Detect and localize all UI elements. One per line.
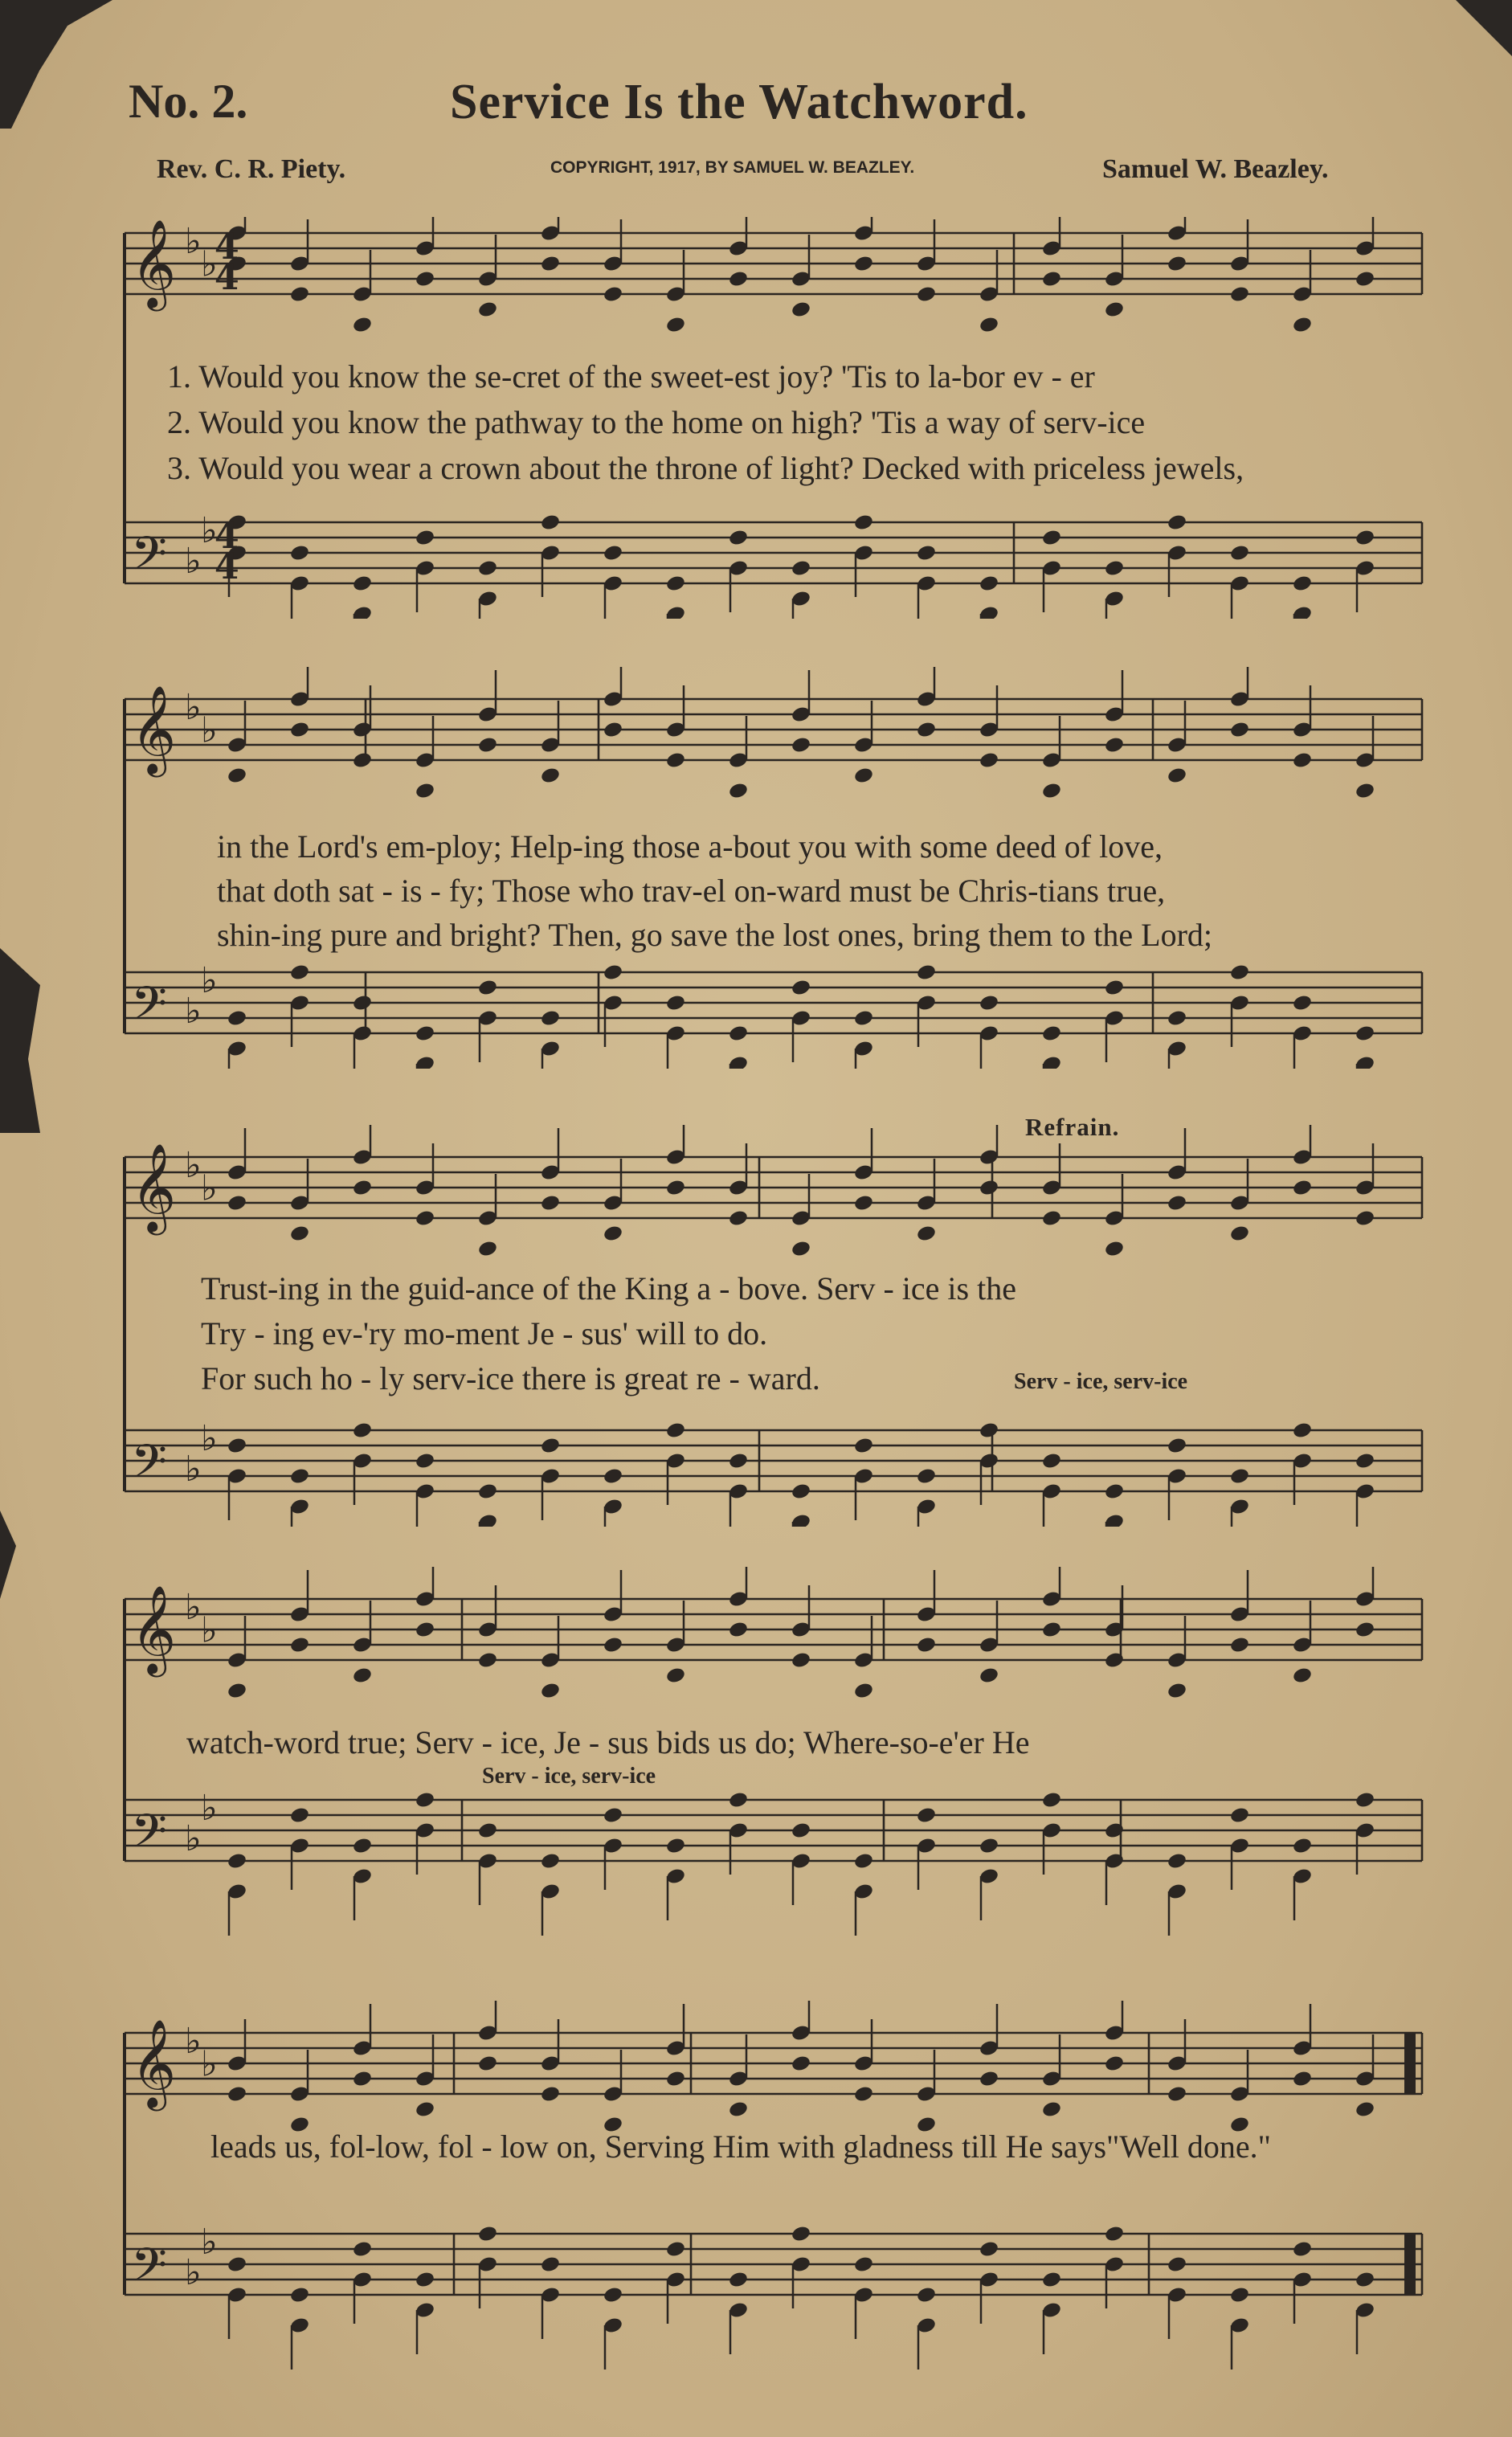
note-head xyxy=(1167,2255,1187,2274)
note-head xyxy=(1355,1452,1375,1470)
note-head xyxy=(728,1024,749,1043)
note-head xyxy=(1229,544,1250,562)
note-head xyxy=(728,2271,749,2289)
lyric-line: shin-ing pure and bright? Then, go save the lost ones, bring them to the Lord; xyxy=(217,917,1213,953)
note-head xyxy=(791,1240,811,1258)
note-head xyxy=(1355,2100,1375,2119)
note-head xyxy=(665,1837,686,1855)
note-head xyxy=(1041,2271,1062,2289)
note-head xyxy=(979,1837,999,1855)
note-head xyxy=(916,721,937,739)
note-head xyxy=(415,782,435,800)
note-head xyxy=(540,2255,561,2274)
flat-icon: ♭ xyxy=(185,1145,202,1186)
treble-staff xyxy=(125,233,1422,294)
note-head xyxy=(352,574,373,593)
note-head xyxy=(603,285,623,304)
note-head xyxy=(352,1837,373,1855)
note-head xyxy=(1229,963,1250,982)
treble-clef-icon: 𝄞 xyxy=(131,2019,177,2108)
note-head xyxy=(477,2225,498,2243)
note-head xyxy=(979,574,999,593)
note-head xyxy=(603,963,623,982)
note-head xyxy=(1104,979,1125,997)
note-head xyxy=(728,1621,749,1639)
lyric-line: Try - ing ev-'ry mo-ment Je - sus' will to do. xyxy=(201,1315,768,1351)
note-head xyxy=(227,1852,247,1871)
note-head xyxy=(916,544,937,562)
time-signature: 4 xyxy=(215,516,239,557)
note-head xyxy=(603,1225,623,1243)
note-head xyxy=(916,285,937,304)
note-head xyxy=(728,529,749,547)
note-head xyxy=(227,1682,247,1700)
note-head xyxy=(289,1636,310,1654)
note-head xyxy=(791,1822,811,1840)
bass-staff xyxy=(125,522,1422,583)
note-head xyxy=(728,782,749,800)
note-head xyxy=(477,979,498,997)
flat-icon: ♭ xyxy=(201,1609,218,1651)
note-head xyxy=(791,301,811,319)
note-head xyxy=(665,1421,686,1440)
note-head xyxy=(1041,1621,1062,1639)
copyright-notice: COPYRIGHT, 1917, BY SAMUEL W. BEAZLEY. xyxy=(550,158,915,177)
flat-icon: ♭ xyxy=(201,2043,218,2085)
note-head xyxy=(979,994,999,1012)
treble-staff xyxy=(125,1599,1422,1660)
flat-icon: ♭ xyxy=(185,1449,202,1490)
note-head xyxy=(728,1791,749,1809)
note-head xyxy=(603,721,623,739)
treble-clef-icon: 𝄞 xyxy=(131,685,177,774)
note-head xyxy=(1167,513,1187,532)
note-head xyxy=(289,1225,310,1243)
bass-lyric: Serv - ice, serv-ice xyxy=(1014,1369,1188,1394)
composer: Samuel W. Beazley. xyxy=(1102,154,1329,184)
lyricist: Rev. C. R. Piety. xyxy=(157,154,346,184)
note-head xyxy=(227,1194,247,1212)
note-head xyxy=(1041,1452,1062,1470)
note-head xyxy=(1355,1024,1375,1043)
note-head xyxy=(540,1852,561,1871)
bass-staff xyxy=(125,972,1422,1033)
flat-icon: ♭ xyxy=(201,1167,218,1209)
note-head xyxy=(1167,255,1187,273)
note-head xyxy=(227,767,247,785)
note-head xyxy=(477,2055,498,2073)
note-head xyxy=(916,963,937,982)
note-head xyxy=(979,1666,999,1685)
treble-clef-icon: 𝄞 xyxy=(131,1585,177,1674)
note-head xyxy=(603,2286,623,2304)
note-head xyxy=(1229,721,1250,739)
note-head xyxy=(227,2255,247,2274)
note-head xyxy=(791,559,811,578)
note-head xyxy=(1041,270,1062,288)
bass-clef-icon: 𝄢 xyxy=(131,526,168,592)
note-head xyxy=(289,2286,310,2304)
note-head xyxy=(289,721,310,739)
bass-clef-icon: 𝄢 xyxy=(131,1434,168,1500)
note-head xyxy=(415,529,435,547)
bass-clef-icon: 𝄢 xyxy=(131,1804,168,1870)
note-head xyxy=(352,1179,373,1197)
flat-icon: ♭ xyxy=(185,2252,202,2293)
note-head xyxy=(289,544,310,562)
music-system-4 xyxy=(0,1567,1512,1969)
note-head xyxy=(791,2055,811,2073)
note-head xyxy=(415,1024,435,1043)
note-head xyxy=(352,2240,373,2259)
note-head xyxy=(853,1852,874,1871)
note-head xyxy=(728,1452,749,1470)
note-head xyxy=(540,1194,561,1212)
flat-icon: ♭ xyxy=(185,687,202,728)
note-head xyxy=(979,2240,999,2259)
note-head xyxy=(415,270,435,288)
note-head xyxy=(477,301,498,319)
flat-icon: ♭ xyxy=(201,243,218,285)
note-head xyxy=(415,2271,435,2289)
note-head xyxy=(1229,1225,1250,1243)
note-head xyxy=(415,1621,435,1639)
flat-icon: ♭ xyxy=(201,510,218,551)
bass-staff xyxy=(125,2234,1422,2295)
lyric-line: 2. Would you know the pathway to the home on high? 'Tis a way of serv-ice xyxy=(167,404,1146,440)
note-head xyxy=(227,1009,247,1028)
flat-icon: ♭ xyxy=(201,960,218,1001)
note-head xyxy=(1167,1194,1187,1212)
music-system-5 xyxy=(0,2001,1512,2402)
note-head xyxy=(1355,1621,1375,1639)
note-head xyxy=(477,1651,498,1670)
treble-staff xyxy=(125,699,1422,760)
note-head xyxy=(665,751,686,770)
note-head xyxy=(853,1682,874,1700)
note-head xyxy=(979,316,999,334)
treble-staff xyxy=(125,2033,1422,2094)
flat-icon: ♭ xyxy=(201,709,218,751)
note-head xyxy=(415,1452,435,1470)
bass-clef-icon: 𝄢 xyxy=(131,976,168,1042)
note-head xyxy=(540,2085,561,2104)
note-head xyxy=(1167,767,1187,785)
bass-lyric: Serv - ice, serv-ice xyxy=(482,1764,656,1789)
lyric-line: that doth sat - is - fy; Those who trav-el on-ward must be Chris-tians true, xyxy=(217,873,1166,909)
note-head xyxy=(853,255,874,273)
flat-icon: ♭ xyxy=(185,2021,202,2062)
note-head xyxy=(540,513,561,532)
note-head xyxy=(1041,1791,1062,1809)
note-head xyxy=(289,1467,310,1486)
lyric-line: Trust-ing in the guid-ance of the King a - bove. Serv - ice is the xyxy=(201,1270,1016,1306)
note-head xyxy=(916,1467,937,1486)
note-head xyxy=(791,1482,811,1501)
note-head xyxy=(1167,1437,1187,1455)
note-head xyxy=(728,2100,749,2119)
note-head xyxy=(791,1651,811,1670)
note-head xyxy=(289,285,310,304)
note-head xyxy=(1041,782,1062,800)
note-head xyxy=(540,767,561,785)
flat-icon: ♭ xyxy=(185,991,202,1032)
note-head xyxy=(1292,751,1313,770)
flat-icon: ♭ xyxy=(185,541,202,582)
note-head xyxy=(1229,1636,1250,1654)
time-signature: 4 xyxy=(215,546,239,587)
note-head xyxy=(1104,1482,1125,1501)
note-head xyxy=(1104,2225,1125,2243)
flat-icon: ♭ xyxy=(201,1418,218,1459)
treble-staff xyxy=(125,1157,1422,1218)
note-head xyxy=(1104,736,1125,754)
note-head xyxy=(352,316,373,334)
note-head xyxy=(1292,1837,1313,1855)
note-head xyxy=(1041,2100,1062,2119)
hymn-title: Service Is the Watchword. xyxy=(450,75,1028,129)
lyric-line: 1. Would you know the se-cret of the sweet-est joy? 'Tis to la-bor ev - er xyxy=(167,358,1095,395)
lyric-line: For such ho - ly serv-ice there is great re - ward. xyxy=(201,1360,820,1396)
note-head xyxy=(853,1437,874,1455)
note-head xyxy=(289,1806,310,1825)
time-signature: 4 xyxy=(215,227,239,268)
hymn-number: No. 2. xyxy=(129,75,248,128)
note-head xyxy=(1229,285,1250,304)
lyric-line: watch-word true; Serv - ice, Je - sus bids us do; Where-so-e'er He xyxy=(186,1724,1030,1760)
note-head xyxy=(916,1806,937,1825)
note-head xyxy=(352,994,373,1012)
note-head xyxy=(540,1682,561,1700)
note-head xyxy=(979,1179,999,1197)
note-head xyxy=(916,1636,937,1654)
flat-icon: ♭ xyxy=(185,1818,202,1859)
lyric-line: 3. Would you wear a crown about the throne of light? Decked with priceless jewels, xyxy=(167,450,1244,486)
note-head xyxy=(1355,782,1375,800)
note-head xyxy=(1292,316,1313,334)
note-head xyxy=(665,2240,686,2259)
note-head xyxy=(1229,2286,1250,2304)
note-head xyxy=(1041,1024,1062,1043)
note-head xyxy=(853,1009,874,1028)
note-head xyxy=(540,1009,561,1028)
note-head xyxy=(979,1421,999,1440)
note-head xyxy=(603,1467,623,1486)
note-head xyxy=(1355,1209,1375,1228)
flat-icon: ♭ xyxy=(201,1788,218,1829)
note-head xyxy=(1104,559,1125,578)
note-head xyxy=(1292,1179,1313,1197)
note-head xyxy=(1167,1852,1187,1871)
note-head xyxy=(352,751,373,770)
note-head xyxy=(1104,1240,1125,1258)
note-head xyxy=(415,1209,435,1228)
note-head xyxy=(665,316,686,334)
lyric-line: leads us, fol-low, fol - low on, Serving Him with gladness till He says"Well done." xyxy=(210,2128,1271,2165)
note-head xyxy=(853,767,874,785)
bass-clef-icon: 𝄢 xyxy=(131,2238,168,2304)
note-head xyxy=(665,2070,686,2088)
note-head xyxy=(665,574,686,593)
note-head xyxy=(1355,529,1375,547)
note-head xyxy=(477,1482,498,1501)
bass-staff xyxy=(125,1430,1422,1491)
lyric-line: in the Lord's em-ploy; Help-ing those a-bout you with some deed of love, xyxy=(217,828,1163,865)
note-head xyxy=(352,1666,373,1685)
note-head xyxy=(665,1666,686,1685)
note-head xyxy=(916,2286,937,2304)
note-head xyxy=(979,2070,999,2088)
flat-icon: ♭ xyxy=(185,221,202,262)
note-head xyxy=(1292,2240,1313,2259)
flat-icon: ♭ xyxy=(185,1587,202,1628)
note-head xyxy=(791,979,811,997)
note-head xyxy=(1355,1791,1375,1809)
note-head xyxy=(603,1636,623,1654)
note-head xyxy=(979,751,999,770)
note-head xyxy=(1104,2055,1125,2073)
note-head xyxy=(728,1209,749,1228)
note-head xyxy=(1041,1209,1062,1228)
note-head xyxy=(227,1437,247,1455)
note-head xyxy=(853,2085,874,2104)
note-head xyxy=(477,1240,498,1258)
note-head xyxy=(728,270,749,288)
note-head xyxy=(853,1194,874,1212)
note-head xyxy=(352,1421,373,1440)
note-head xyxy=(477,559,498,578)
note-head xyxy=(415,2100,435,2119)
treble-clef-icon: 𝄞 xyxy=(131,219,177,308)
note-head xyxy=(477,736,498,754)
note-head xyxy=(853,2255,874,2274)
refrain-label: Refrain. xyxy=(1025,1113,1120,1141)
note-head xyxy=(1229,1467,1250,1486)
note-head xyxy=(1292,2070,1313,2088)
note-head xyxy=(289,963,310,982)
note-head xyxy=(1167,1682,1187,1700)
flat-icon: ♭ xyxy=(201,2222,218,2263)
note-head xyxy=(791,2225,811,2243)
time-signature: 4 xyxy=(215,257,239,298)
note-head xyxy=(1292,1421,1313,1440)
note-head xyxy=(916,1225,937,1243)
note-head xyxy=(1292,1666,1313,1685)
note-head xyxy=(415,1791,435,1809)
note-head xyxy=(791,736,811,754)
note-head xyxy=(853,513,874,532)
note-head xyxy=(1355,270,1375,288)
final-barline xyxy=(1404,2234,1416,2295)
music-system-2 xyxy=(0,667,1512,1069)
note-head xyxy=(540,255,561,273)
final-barline xyxy=(1404,2033,1416,2094)
note-head xyxy=(1167,1009,1187,1028)
note-head xyxy=(227,2085,247,2104)
note-head xyxy=(1355,2271,1375,2289)
note-head xyxy=(540,1437,561,1455)
note-head xyxy=(1104,301,1125,319)
note-head xyxy=(1229,1806,1250,1825)
note-head xyxy=(1292,994,1313,1012)
note-head xyxy=(352,2070,373,2088)
note-head xyxy=(665,1179,686,1197)
note-head xyxy=(603,544,623,562)
note-head xyxy=(1167,2085,1187,2104)
treble-clef-icon: 𝄞 xyxy=(131,1143,177,1232)
bass-staff xyxy=(125,1800,1422,1861)
note-head xyxy=(1041,529,1062,547)
note-head xyxy=(603,1806,623,1825)
note-head xyxy=(665,994,686,1012)
note-head xyxy=(1292,574,1313,593)
note-head xyxy=(477,1822,498,1840)
